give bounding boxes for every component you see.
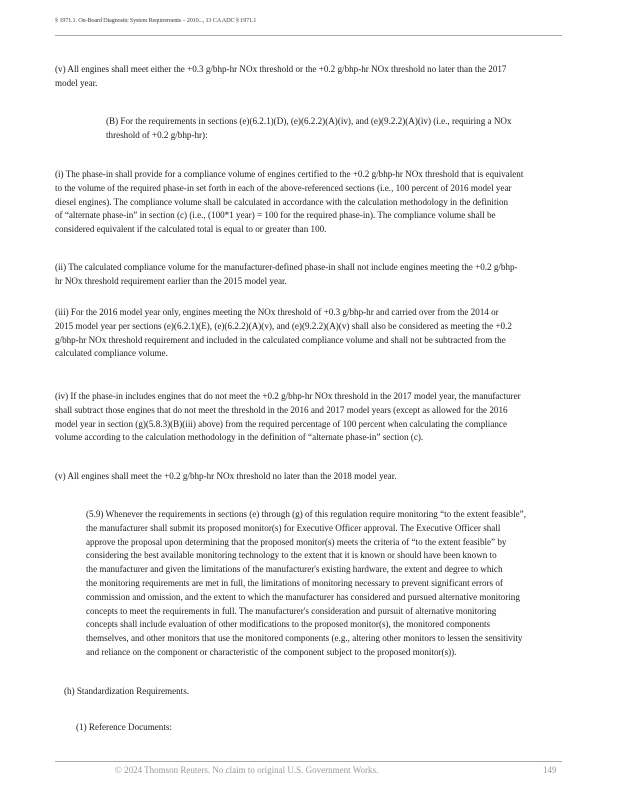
text-line: calculated compliance volume. [55, 348, 168, 359]
running-header: § 1971.1. On-Board Diagnostic System Requirements – 2010..., 13 CA ADC § 1971.1 [55, 17, 257, 24]
text-line: (i) The phase-in shall provide for a compliance volume of engines certified to the +0.2 g/bhp-hr NOx threshold that is equivalent [55, 169, 524, 179]
text-line: of “alternate phase-in” in section (c) (i.e., (100*1 year) = 100 for the required phase-in). The compliance volume shall be [55, 210, 496, 221]
paragraph-i [55, 168, 523, 237]
text-line: the manufacturer and given the limitations of the manufacturer's existing hardware, the extent and degree to which [86, 564, 503, 575]
paragraph-B [106, 115, 512, 143]
paragraph-iii [55, 306, 512, 361]
text-line: (iv) If the phase-in includes engines that do not meet the +0.2 g/bhp-hr NOx threshold in the 2017 model year, the manufacturer [55, 391, 521, 401]
text-line: concepts to meet the requirements in full. The manufacturer's consideration and pursuit of alternative monitoring [86, 605, 497, 616]
text-line: (5.9) Whenever the requirements in sections (e) through (g) of this regulation require monitoring “to the extent feasible”, [86, 509, 526, 519]
copyright-notice: © 2024 Thomson Reuters. No claim to original U.S. Government Works. [115, 765, 379, 775]
text-line: model year in section (g)(5.8.3)(B)(iii) above) from the required percentage of 100 percent when calculating the compliance [55, 418, 507, 429]
text-line: (v) All engines shall meet the +0.2 g/bhp-hr NOx threshold no later than the 2018 model year. [55, 471, 397, 481]
text-line: to the volume of the required phase-in set forth in each of the above-referenced sections (i.e., 100 percent of 2016 model year [55, 182, 512, 193]
text-line: commission and omission, and the extent to which the manufacturer has considered and pursued alternative monitoring [86, 591, 520, 602]
text-line: volume according to the calculation methodology in the definition of “alternate phase-in” section (c). [55, 432, 424, 443]
paragraph-v-2017 [55, 63, 506, 91]
text-line: g/bhp-hr NOx threshold requirement and included in the calculated compliance volume and shall not be subtracted from the [55, 334, 506, 345]
footer-divider [55, 761, 562, 762]
paragraph-ii [55, 261, 518, 289]
text-line: model year. [55, 77, 98, 88]
text-line: shall subtract those engines that do not meet the threshold in the 2016 and 2017 model years (except as allowed for the 2016 [55, 404, 508, 415]
text-line: themselves, and other monitors that use the monitored components (e.g., altering other monitors to lessen the sensitivity [86, 633, 523, 644]
text-line: (h) Standardization Requirements. [64, 686, 190, 696]
text-line: (v) All engines shall meet either the +0.3 g/bhp-hr NOx threshold or the +0.2 g/bhp-hr NOx threshold no later than the 2017 [55, 64, 507, 74]
text-line: 2015 model year per sections (e)(6.2.1)(E), (e)(6.2.2)(A)(v), and (e)(9.2.2)(A)(v) shall also be considered as meeting the +0.2 [55, 320, 512, 331]
header-divider [55, 35, 562, 36]
text-line: (B) For the requirements in sections (e)(6.2.1)(D), (e)(6.2.2)(A)(iv), and (e)(9.2.2)(A)(iv) (i.e., requiring a NOx [106, 116, 512, 126]
paragraph-v-2018 [55, 470, 397, 484]
text-line: approve the proposal upon determining that the proposed monitor(s) meets the criteria of “to the extent feasible” by [86, 536, 507, 547]
text-line: considered equivalent if the calculated total is equal to or greater than 100. [55, 224, 327, 235]
text-line: diesel engines). The compliance volume shall be calculated in accordance with the calculation methodology in the definition [55, 196, 509, 207]
page-number: 149 [543, 765, 557, 775]
text-line: the manufacturer shall submit its proposed monitor(s) for Executive Officer approval. The Executive Officer shall [86, 522, 501, 533]
section-h1-heading [76, 721, 172, 735]
text-line: (1) Reference Documents: [76, 722, 172, 732]
text-line: and reliance on the component or characteristic of the component subject to the proposed monitor(s)). [86, 646, 457, 657]
text-line: (iii) For the 2016 model year only, engines meeting the NOx threshold of +0.3 g/bhp-hr and carried over from the 2014 or [55, 307, 499, 317]
text-line: (ii) The calculated compliance volume for the manufacturer-defined phase-in shall not include engines meeting the +0.2 g/bhp- [55, 262, 518, 272]
text-line: concepts shall include evaluation of other modifications to the proposed monitor(s), the monitored components [86, 619, 491, 630]
text-line: hr NOx threshold requirement earlier than the 2015 model year. [55, 275, 287, 286]
paragraph-5-9 [86, 508, 526, 660]
paragraph-iv [55, 390, 521, 445]
text-line: threshold of +0.2 g/bhp-hr): [106, 129, 208, 140]
text-line: considering the best available monitoring technology to the extent that it is known or should have been known to [86, 550, 497, 561]
section-h-heading [64, 685, 189, 699]
text-line: the monitoring requirements are met in full, the limitations of monitoring necessary to prevent significant errors of [86, 577, 503, 588]
